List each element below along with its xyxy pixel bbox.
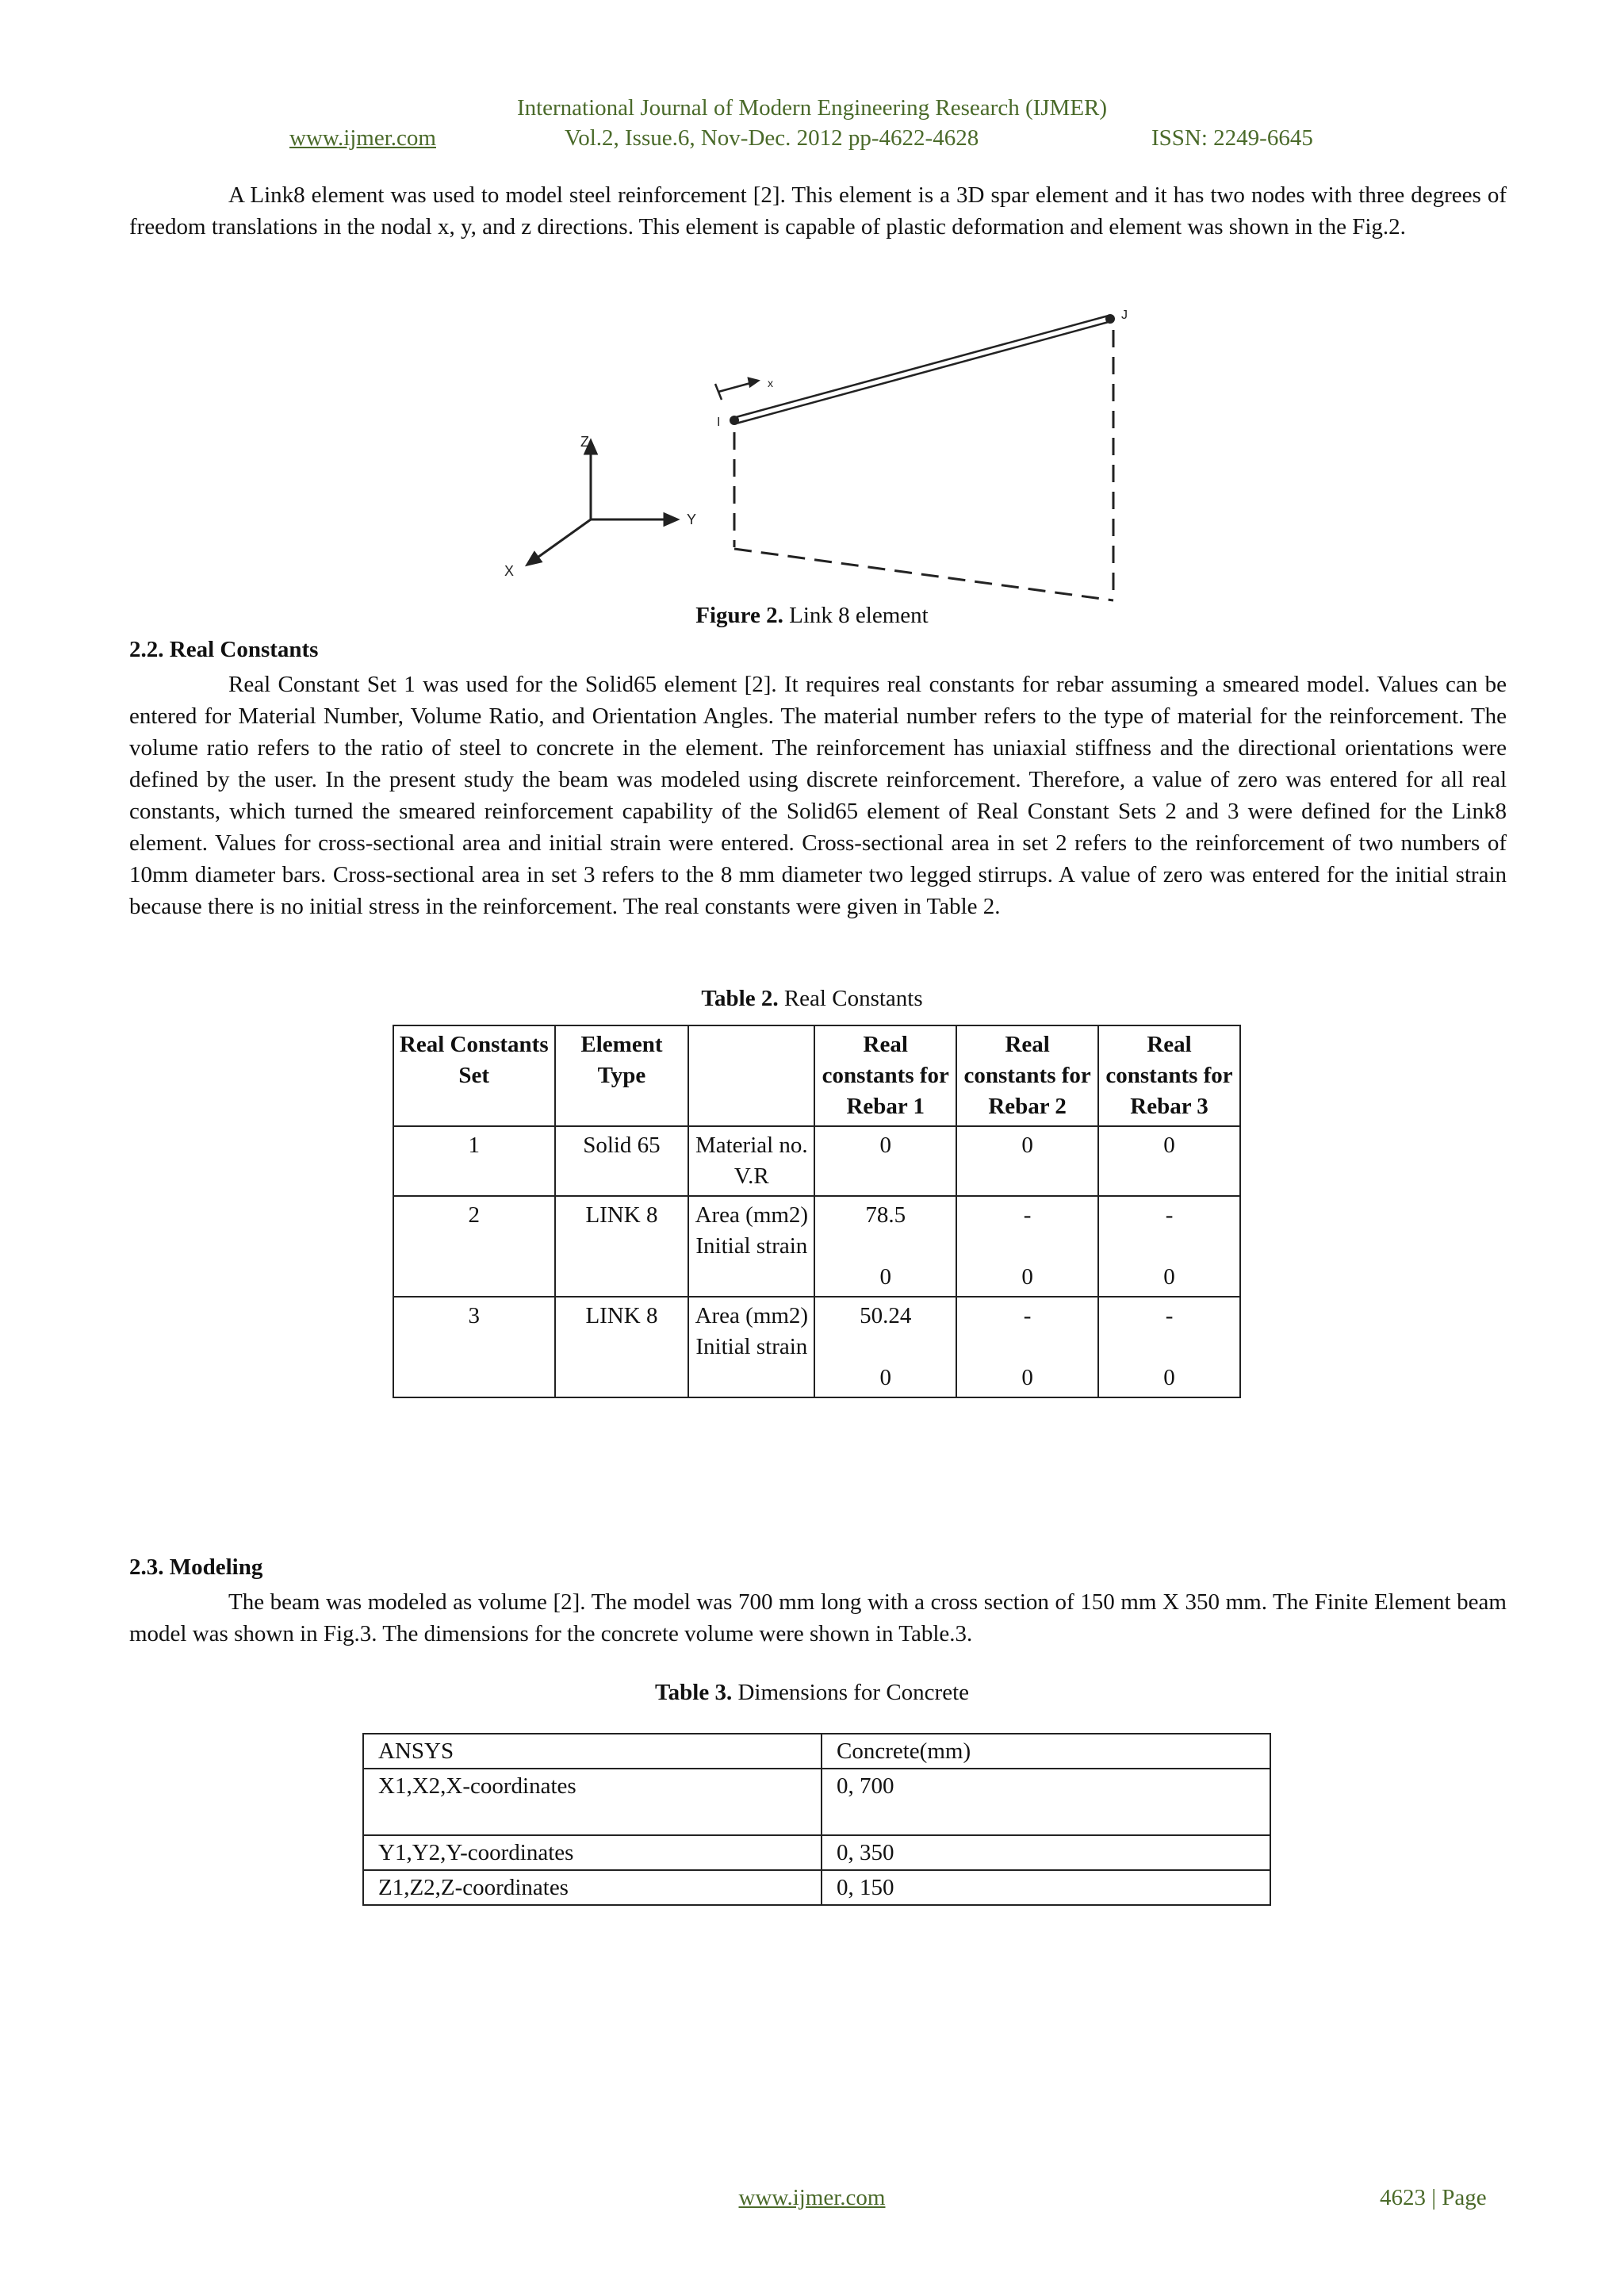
real-constants-table — [393, 1025, 1241, 1398]
set-cell: 1 — [393, 1126, 555, 1196]
header-cell: Element Type — [555, 1025, 689, 1126]
projection-lines — [734, 330, 1113, 600]
concrete-dimensions-table — [362, 1733, 1271, 1906]
table-3-caption-text: Dimensions for Concrete — [732, 1680, 970, 1705]
value: 0 — [1163, 1365, 1175, 1390]
header-cell: ANSYS — [363, 1734, 822, 1769]
rebar2-cell — [956, 1196, 1098, 1297]
table-row — [393, 1196, 1240, 1297]
rebar1-cell — [814, 1126, 956, 1196]
intro-paragraph-text: A Link8 element was used to model steel reinforcement [2]. This element is a 3D spar element and it has two nodes with three degrees of freedom translations in the nodal x, y, and z directions. This element is capable of plastic deformation and element was shown in the Fig.2. — [129, 182, 1507, 240]
value: 0 — [1021, 1365, 1033, 1390]
table-header-row — [393, 1025, 1240, 1126]
value: 0 — [879, 1133, 891, 1158]
section-2-2-paragraph — [129, 669, 1507, 922]
local-x-label: x — [768, 377, 773, 389]
value-cell: 0, 700 — [822, 1769, 1270, 1835]
table-row — [363, 1769, 1270, 1835]
header-cell: Concrete(mm) — [822, 1734, 1270, 1769]
prop-line: Initial strain — [695, 1334, 808, 1359]
value: 0 — [1163, 1133, 1175, 1158]
coord-cell: Y1,Y2,Y-coordinates — [363, 1835, 822, 1870]
figure-2-caption-label: Figure 2. — [695, 603, 783, 628]
header-cell: Real Constants Set — [393, 1025, 555, 1126]
intro-paragraph — [129, 179, 1507, 243]
rebar2-cell — [956, 1297, 1098, 1397]
axis-label-z: Z — [580, 434, 589, 450]
table-header-row — [363, 1734, 1270, 1769]
value-cell: 0, 150 — [822, 1870, 1270, 1905]
local-x-axis — [715, 378, 758, 400]
rebar2-cell — [956, 1126, 1098, 1196]
value: 78.5 — [865, 1202, 906, 1228]
table-row — [393, 1297, 1240, 1397]
value: 50.24 — [860, 1303, 912, 1328]
prop-line: Area (mm2) — [695, 1202, 809, 1228]
value: - — [1165, 1202, 1174, 1228]
prop-line: V.R — [733, 1163, 769, 1189]
table-3-caption — [0, 1680, 1624, 1706]
section-2-3-paragraph — [129, 1586, 1507, 1650]
rebar3-cell — [1098, 1126, 1240, 1196]
table-3-caption-label: Table 3. — [654, 1680, 733, 1705]
header-cell: Real constants for Rebar 2 — [956, 1025, 1098, 1126]
section-2-2-heading: 2.2. Real Constants — [129, 637, 319, 662]
coord-cell: X1,X2,X-coordinates — [363, 1769, 822, 1835]
spar-element — [736, 316, 1109, 424]
type-cell: LINK 8 — [555, 1297, 689, 1397]
rebar3-cell — [1098, 1297, 1240, 1397]
props-cell — [688, 1126, 814, 1196]
value: - — [1023, 1303, 1032, 1328]
prop-line: Material no. — [695, 1133, 808, 1158]
type-cell: Solid 65 — [555, 1126, 689, 1196]
section-2-3-heading: 2.3. Modeling — [129, 1554, 263, 1580]
node-j — [1105, 314, 1115, 324]
link8-element-figure — [492, 301, 1126, 587]
table-2-caption — [0, 986, 1624, 1012]
global-axes — [527, 441, 677, 565]
journal-title: International Journal of Modern Engineering Research (IJMER) — [516, 95, 1108, 121]
journal-issn: ISSN: 2249-6645 — [1151, 125, 1313, 151]
journal-volume: Vol.2, Issue.6, Nov-Dec. 2012 pp-4622-4628 — [565, 125, 979, 151]
journal-url-link[interactable]: www.ijmer.com — [289, 125, 436, 151]
header-cell: Real constants for Rebar 3 — [1098, 1025, 1240, 1126]
rebar3-cell — [1098, 1196, 1240, 1297]
rebar1-cell — [814, 1196, 956, 1297]
coord-cell: Z1,Z2,Z-coordinates — [363, 1870, 822, 1905]
table-2-caption-label: Table 2. — [701, 986, 779, 1011]
figure-2-caption-text: Link 8 element — [783, 603, 929, 628]
header-cell — [688, 1025, 814, 1126]
rebar1-cell — [814, 1297, 956, 1397]
value: 0 — [879, 1365, 891, 1390]
set-cell: 3 — [393, 1297, 555, 1397]
node-i — [730, 416, 739, 425]
table-2-caption-text: Real Constants — [778, 986, 923, 1011]
footer-url-link[interactable]: www.ijmer.com — [738, 2185, 886, 2210]
table-row — [363, 1870, 1270, 1905]
section-2-3-text: The beam was modeled as volume [2]. The model was 700 mm long with a cross section of 150 mm X 350 mm. The Finite Element beam model was shown in Fig.3. The dimensions for the concrete volume were shown in Table.3. — [129, 1589, 1507, 1646]
value: - — [1023, 1202, 1032, 1228]
type-cell: LINK 8 — [555, 1196, 689, 1297]
prop-line: Initial strain — [695, 1233, 808, 1259]
value: 0 — [879, 1264, 891, 1290]
node-j-label: J — [1121, 309, 1128, 322]
header-cell: Real constants for Rebar 1 — [814, 1025, 956, 1126]
table-row — [393, 1126, 1240, 1196]
props-cell — [688, 1297, 814, 1397]
set-cell: 2 — [393, 1196, 555, 1297]
figure-2-caption — [0, 603, 1624, 629]
node-i-label: I — [717, 416, 721, 429]
footer-page-number: 4623 | Page — [1380, 2185, 1487, 2210]
value: 0 — [1021, 1133, 1033, 1158]
value: - — [1165, 1303, 1174, 1328]
axis-label-y: Y — [687, 512, 697, 527]
value: 0 — [1021, 1264, 1033, 1290]
value: 0 — [1163, 1264, 1175, 1290]
axis-label-x: X — [504, 563, 515, 579]
table-row — [363, 1835, 1270, 1870]
value-cell: 0, 350 — [822, 1835, 1270, 1870]
section-2-2-text: Real Constant Set 1 was used for the Solid65 element [2]. It requires real constants for rebar assuming a smeared model. Values can be entered for Material Number, Volume Ratio, and Orientation Angles. The material number refers to the type of material for the reinforcement. The volume ratio refers to the ratio of steel to concrete in the element. The reinforcement has uniaxial stiffness and the directional orientations were defined by the user. In the present study the beam was modeled using discrete reinforcement. Therefore, a value of zero was entered for all real constants, which turned the smeared reinforcement capability of the Solid65 element of Real Constant Sets 2 and 3 were defined for the Link8 element. Values for cross-sectional area and initial strain were entered. Cross-sectional area in set 2 refers to the reinforcement of two numbers of 10mm diameter bars. Cross-sectional area in set 3 refers to the 8 mm diameter two legged stirrups. A value of zero was entered for the initial strain because there is no initial stress in the reinforcement. The real constants were given in Table 2. — [129, 672, 1507, 919]
prop-line: Area (mm2) — [695, 1303, 809, 1328]
props-cell — [688, 1196, 814, 1297]
